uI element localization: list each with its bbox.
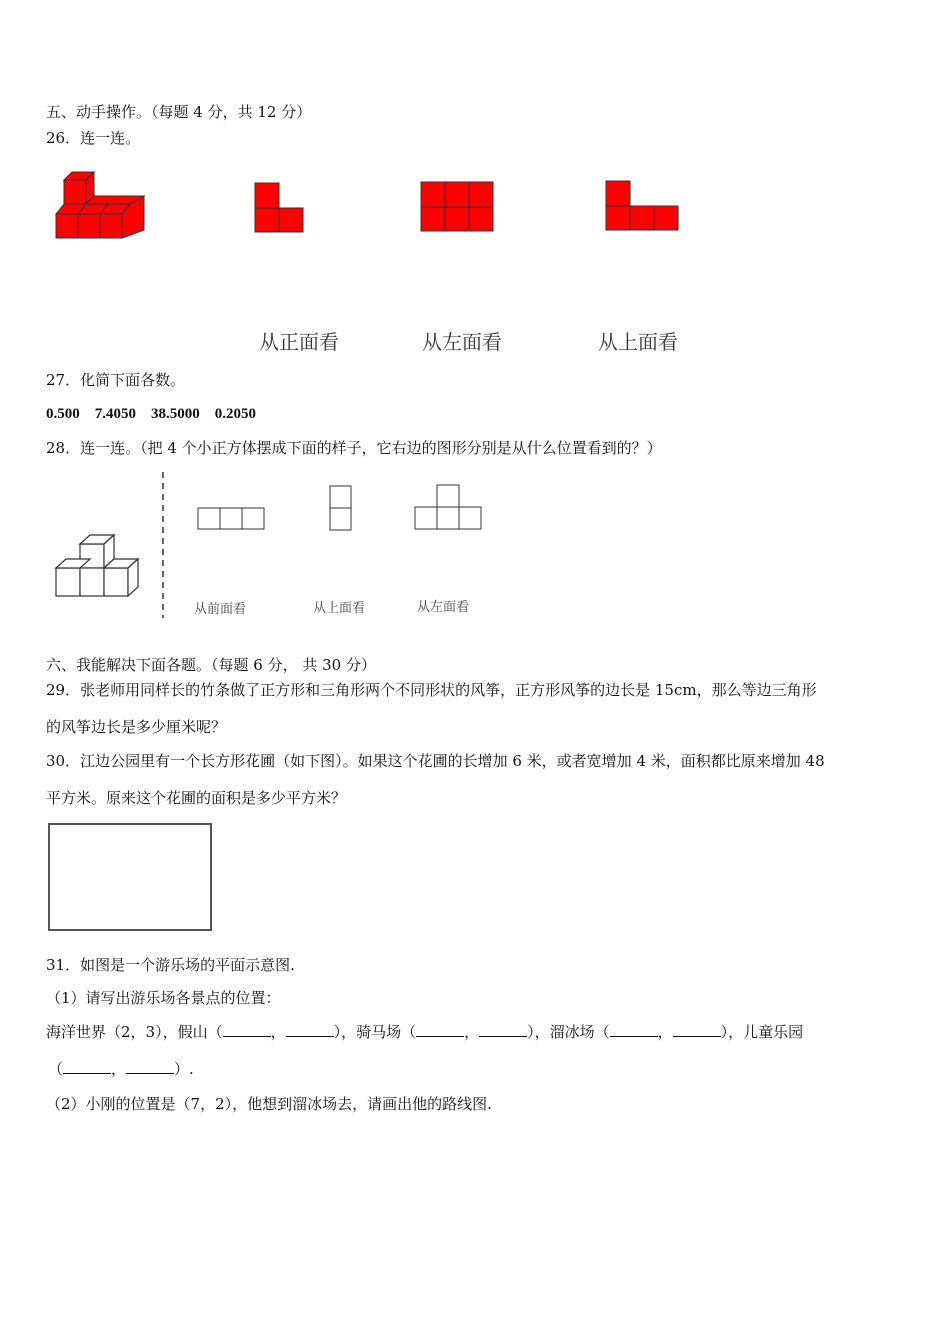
blank-jiashan-y[interactable] (286, 1022, 334, 1037)
q31-q2: ， (111, 1060, 127, 1078)
q29-line2: 的风筝边长是多少厘米呢？ (46, 718, 227, 736)
q27-text: 27．化简下面各数。 (46, 371, 186, 389)
blank-qimachang-x[interactable] (416, 1022, 464, 1037)
q28-divider-dashed-line (158, 472, 168, 618)
q31-p4: ， (464, 1023, 480, 1041)
q28-text: 28．连一连。（把 4 个小正方体摆成下面的样子，它右边的图形分别是从什么位置看到的？） (46, 439, 662, 457)
q28-view-t-shape (413, 482, 485, 532)
blank-qimachang-y[interactable] (479, 1022, 527, 1037)
q31-p5: ），溜冰场（ (527, 1023, 610, 1041)
q26-view-l-shape (254, 182, 306, 234)
q28-label-front: 从前面看 (194, 602, 247, 617)
q31-p6: ， (657, 1023, 673, 1041)
q28-cube-stack (52, 527, 152, 603)
q28-label-left: 从左面看 (417, 600, 470, 615)
q31-q1: （ (48, 1060, 64, 1078)
q26-view-label-front: 从正面看 (259, 330, 339, 354)
blank-liubingchang-x[interactable] (610, 1022, 658, 1037)
q26-view-2x3-grid (420, 181, 496, 233)
q31-p1: 海洋世界（2，3），假山（ (46, 1023, 223, 1041)
q31-p2: ， (270, 1023, 286, 1041)
q30-line2: 平方米。原来这个花圃的面积是多少平方米？ (46, 789, 347, 807)
q30-line1: 30．江边公园里有一个长方形花圃（如下图）。如果这个花圃的长增加 6 米，或者宽增加 4 米，面积都比原来增加 48 (46, 752, 825, 770)
q26-view-label-left: 从左面看 (422, 330, 502, 354)
blank-ertongleyuan-x[interactable] (63, 1059, 111, 1074)
q28-label-top: 从上面看 (313, 601, 366, 616)
q29-line1: 29．张老师用同样长的竹条做了正方形和三角形两个不同形状的风筝，正方形风筝的边长是 15cm，那么等边三角形 (46, 681, 817, 699)
q31-part1: （1）请写出游乐场各景点的位置： (46, 989, 281, 1007)
q31-children-park-line (48, 1059, 194, 1079)
blank-jiashan-x[interactable] (223, 1022, 271, 1037)
q26-3d-red-cubes (50, 165, 155, 245)
q26-view-label-top: 从上面看 (598, 330, 678, 354)
q31-positions-line (46, 1022, 803, 1042)
q31-q3: ）. (174, 1060, 194, 1078)
q31-p7: ），儿童乐园 (720, 1023, 804, 1041)
q28-view-row-of-three (197, 506, 267, 532)
q31-p3: ），骑马场（ (333, 1023, 417, 1041)
q27-numbers: 0.500 7.4050 38.5000 0.2050 (46, 406, 257, 422)
q26-text: 26．连一连。 (46, 129, 141, 147)
section5-title: 五、动手操作。（每题 4 分，共 12 分） (46, 103, 312, 121)
q31-part2: （2）小刚的位置是（7，2），他想到溜冰场去，请画出他的路线图. (46, 1095, 492, 1113)
blank-ertongleyuan-y[interactable] (126, 1059, 174, 1074)
blank-liubingchang-y[interactable] (673, 1022, 721, 1037)
q28-view-column-of-two (327, 484, 355, 532)
q31-text: 31．如图是一个游乐场的平面示意图. (46, 956, 295, 974)
section6-title: 六、我能解决下面各题。（每题 6 分， 共 30 分） (46, 656, 376, 674)
q26-view-long-l-shape (605, 180, 681, 232)
q30-rectangle-garden (46, 821, 216, 935)
